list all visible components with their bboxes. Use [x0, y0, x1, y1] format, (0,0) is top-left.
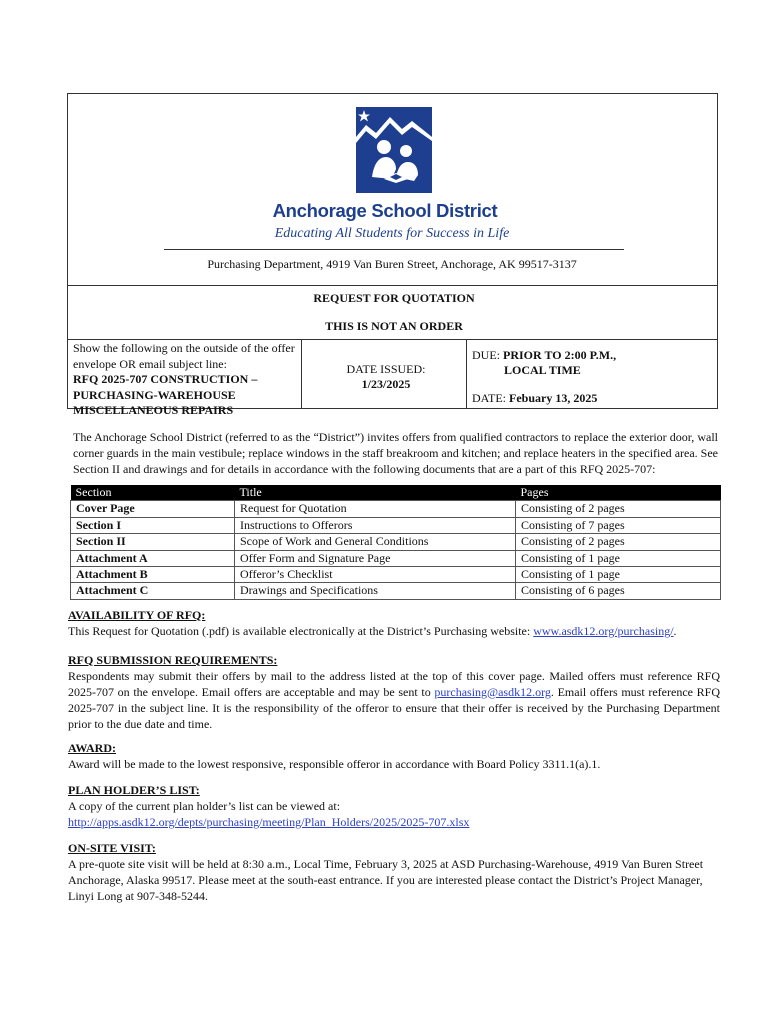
- table-cell: Section I: [71, 517, 235, 533]
- submission-text-2: . Email offers must reference RFQ 2025-707 in the subject line. It is the responsibility of the offeror to ensure that their offer is received by the Purchasing Department prior to the due date and time.: [68, 685, 720, 731]
- plan-holders-link[interactable]: http://apps.asdk12.org/depts/purchasing/meeting/Plan_Holders/2025/2025-707.xlsx: [68, 815, 470, 829]
- envelope-instruction-text: Show the following on the outside of the offer envelope OR email subject line:: [73, 341, 295, 371]
- submission-text-1: Respondents may submit their offers by mail to the address listed at the top of this cover page. Mailed offers must reference RFQ 2025-707 on the envelope. Email offers are acceptable and may be sent to: [68, 669, 720, 699]
- table-cell: Consisting of 1 page: [516, 567, 721, 583]
- envelope-line-3: MISCELLANEOUS REPAIRS: [73, 403, 234, 417]
- section-heading: RFQ SUBMISSION REQUIREMENTS:: [68, 653, 278, 667]
- divider: [67, 285, 718, 286]
- site-visit-text: A pre-quote site visit will be held at 8:30 a.m., Local Time, February 3, 2025 at ASD Purchasing-Warehouse, 4919 Van Buren Street Anchorage, Alaska 99517. Please meet at the south-east entrance. If you are interested please contact the District’s Project Manager, Linyi Long at 907-348-5244.: [68, 857, 704, 903]
- award-section: [68, 740, 720, 772]
- due-date-value: Febuary 13, 2025: [509, 391, 598, 405]
- divider: [67, 339, 718, 340]
- table-cell: Offeror’s Checklist: [235, 567, 516, 583]
- envelope-line-1: RFQ 2025-707 CONSTRUCTION –: [73, 372, 258, 386]
- section-heading: ON-SITE VISIT:: [68, 841, 156, 855]
- column-header: Pages: [516, 485, 721, 501]
- plan-holders-text: A copy of the current plan holder’s list can be viewed at:: [68, 799, 341, 813]
- due-date-label: DATE:: [472, 391, 509, 405]
- purchasing-address: Purchasing Department, 4919 Van Buren Street, Anchorage, AK 99517-3137: [207, 257, 577, 271]
- district-name: Anchorage School District: [272, 200, 498, 221]
- award-text: Award will be made to the lowest responsive, responsible offeror in accordance with Board Policy 3311.1(a).1.: [68, 757, 601, 771]
- purchasing-email-link[interactable]: purchasing@asdk12.org: [434, 685, 551, 699]
- divider: [466, 339, 467, 409]
- section-heading: PLAN HOLDER’S LIST:: [68, 783, 200, 797]
- table-cell: Cover Page: [71, 501, 235, 517]
- date-issued: [307, 362, 465, 392]
- availability-end: .: [673, 624, 677, 638]
- table-cell: Consisting of 2 pages: [516, 534, 721, 550]
- table-row: [71, 583, 721, 599]
- page-subtitle: THIS IS NOT AN ORDER: [325, 319, 463, 333]
- table-cell: Attachment C: [71, 583, 235, 599]
- table-cell: Attachment A: [71, 550, 235, 566]
- table-row: [71, 550, 721, 566]
- page-title: REQUEST FOR QUOTATION: [313, 291, 475, 305]
- table-cell: Consisting of 1 page: [516, 550, 721, 566]
- due-date: [472, 391, 712, 406]
- envelope-instructions: [73, 341, 298, 419]
- due-value-2: LOCAL TIME: [504, 363, 581, 377]
- purchasing-website-link[interactable]: www.asdk12.org/purchasing/: [533, 624, 674, 638]
- table-row: [71, 534, 721, 550]
- table-cell: Attachment B: [71, 567, 235, 583]
- plan-holders-section: [68, 782, 720, 830]
- divider: [301, 339, 302, 409]
- asd-logo-icon: [356, 107, 432, 193]
- due-label: DUE:: [472, 348, 503, 362]
- documents-table: [70, 485, 721, 600]
- table-cell: Offer Form and Signature Page: [235, 550, 516, 566]
- envelope-line-2: PURCHASING-WAREHOUSE: [73, 387, 236, 402]
- submission-section: [68, 652, 720, 732]
- availability-section: [68, 607, 720, 639]
- table-row: [71, 501, 721, 517]
- divider: [164, 249, 624, 250]
- site-visit-section: [68, 840, 720, 904]
- table-cell: Consisting of 7 pages: [516, 517, 721, 533]
- table-cell: Section II: [71, 534, 235, 550]
- table-row: [71, 567, 721, 583]
- intro-paragraph: The Anchorage School District (referred to as the “District”) invites offers from qualified contractors to replace the exterior door, wall corner guards in the main vestibule; replace windows in the staff breakroom and kitchen; and replace heaters in the specified area. See Section II and drawings and for details in accordance with the following documents that are a part of this RFQ 2025-707:: [73, 430, 718, 476]
- table-cell: Scope of Work and General Conditions: [235, 534, 516, 550]
- table-header-row: [71, 485, 721, 501]
- table-cell: Consisting of 2 pages: [516, 501, 721, 517]
- column-header: Title: [235, 485, 516, 501]
- column-header: Section: [71, 485, 235, 501]
- district-tagline: Educating All Students for Success in Life: [274, 226, 510, 241]
- section-heading: AVAILABILITY OF RFQ:: [68, 608, 206, 622]
- date-issued-value: 1/23/2025: [361, 377, 411, 391]
- table-cell: Consisting of 6 pages: [516, 583, 721, 599]
- due-value-1: PRIOR TO 2:00 P.M.,: [503, 348, 617, 362]
- table-cell: Instructions to Offerors: [235, 517, 516, 533]
- table-cell: Request for Quotation: [235, 501, 516, 517]
- table-cell: Drawings and Specifications: [235, 583, 516, 599]
- availability-text: This Request for Quotation (.pdf) is available electronically at the District’s Purchasing website:: [68, 624, 534, 638]
- date-issued-label: DATE ISSUED:: [346, 362, 426, 376]
- due-time: [472, 348, 712, 378]
- section-heading: AWARD:: [68, 741, 116, 755]
- table-row: [71, 517, 721, 533]
